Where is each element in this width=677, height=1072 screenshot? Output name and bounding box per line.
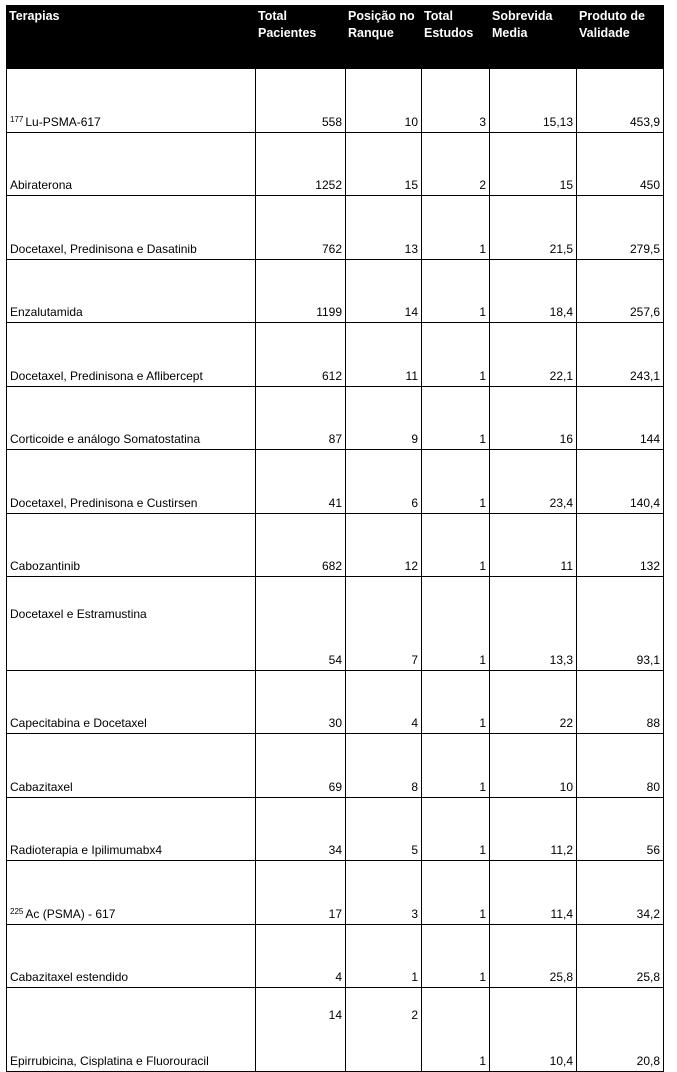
cell-validity: 34,2 xyxy=(577,861,664,925)
header-rank-line1: Posição no xyxy=(348,9,415,23)
cell-therapy: Abiraterona xyxy=(7,132,256,196)
table-row xyxy=(7,132,664,196)
cell-therapy: Cabazitaxel estendido xyxy=(7,924,256,988)
cell-rank: 4 xyxy=(346,670,422,734)
header-rank-line2: Ranque xyxy=(348,26,394,40)
cell-validity: 450 xyxy=(577,132,664,196)
cell-patients: 34 xyxy=(256,797,346,861)
table-row xyxy=(7,988,664,1072)
cell-rank: 11 xyxy=(346,323,422,387)
table-row xyxy=(7,196,664,260)
cell-patients: 41 xyxy=(256,450,346,514)
cell-rank: 9 xyxy=(346,386,422,450)
cell-survival: 16 xyxy=(490,386,577,450)
cell-studies: 3 xyxy=(422,69,490,133)
cell-patients: 1199 xyxy=(256,259,346,323)
cell-survival: 11,2 xyxy=(490,797,577,861)
therapy-ranking-table-container xyxy=(6,5,664,1072)
cell-therapy: Enzalutamida xyxy=(7,259,256,323)
cell-patients: 14 xyxy=(256,988,346,1072)
header-patients xyxy=(256,6,346,69)
header-therapy-label: Terapias xyxy=(9,9,60,23)
cell-rank: 3 xyxy=(346,861,422,925)
cell-patients: 682 xyxy=(256,513,346,577)
header-survival-line2: Media xyxy=(492,26,528,40)
cell-patients: 1252 xyxy=(256,132,346,196)
table-row xyxy=(7,797,664,861)
cell-patients: 54 xyxy=(256,577,346,671)
cell-rank: 13 xyxy=(346,196,422,260)
table-row xyxy=(7,259,664,323)
table-row xyxy=(7,861,664,925)
cell-studies: 1 xyxy=(422,386,490,450)
cell-survival: 22 xyxy=(490,670,577,734)
cell-patients: 30 xyxy=(256,670,346,734)
table-row xyxy=(7,577,664,671)
header-survival xyxy=(490,6,577,69)
header-patients-line1: Total xyxy=(258,9,287,23)
cell-therapy: Epirrubicina, Cisplatina e Fluorouracil xyxy=(7,988,256,1072)
cell-validity: 453,9 xyxy=(577,69,664,133)
cell-therapy: Capecitabina e Docetaxel xyxy=(7,670,256,734)
cell-rank: 15 xyxy=(346,132,422,196)
table-row xyxy=(7,450,664,514)
cell-therapy: Corticoide e análogo Somatostatina xyxy=(7,386,256,450)
cell-survival: 10,4 xyxy=(490,988,577,1072)
cell-rank: 5 xyxy=(346,797,422,861)
cell-studies: 1 xyxy=(422,259,490,323)
header-studies-line1: Total xyxy=(424,9,453,23)
cell-rank: 6 xyxy=(346,450,422,514)
table-header-row xyxy=(7,6,664,69)
cell-survival: 15,13 xyxy=(490,69,577,133)
cell-therapy: Radioterapia e Ipilimumabx4 xyxy=(7,797,256,861)
header-validity xyxy=(577,6,664,69)
header-validity-line1: Produto de xyxy=(579,9,645,23)
table-row xyxy=(7,323,664,387)
cell-patients: 4 xyxy=(256,924,346,988)
cell-survival: 13,3 xyxy=(490,577,577,671)
therapy-name: Lu-PSMA-617 xyxy=(25,114,101,129)
cell-survival: 25,8 xyxy=(490,924,577,988)
cell-survival: 21,5 xyxy=(490,196,577,260)
table-row xyxy=(7,670,664,734)
cell-validity: 20,8 xyxy=(577,988,664,1072)
isotope-superscript: 225 xyxy=(10,906,24,916)
cell-rank: 8 xyxy=(346,734,422,798)
cell-studies: 1 xyxy=(422,670,490,734)
cell-rank: 12 xyxy=(346,513,422,577)
table-row xyxy=(7,924,664,988)
therapy-ranking-table xyxy=(6,5,664,1072)
cell-therapy: Docetaxel, Predinisona e Aflibercept xyxy=(7,323,256,387)
cell-studies: 1 xyxy=(422,196,490,260)
therapy-name: Ac (PSMA) - 617 xyxy=(25,906,116,921)
cell-studies: 1 xyxy=(422,513,490,577)
cell-therapy: Cabozantinib xyxy=(7,513,256,577)
cell-validity: 279,5 xyxy=(577,196,664,260)
table-row xyxy=(7,386,664,450)
cell-patients: 69 xyxy=(256,734,346,798)
cell-rank: 1 xyxy=(346,924,422,988)
cell-survival: 11 xyxy=(490,513,577,577)
header-rank xyxy=(346,6,422,69)
header-studies xyxy=(422,6,490,69)
cell-studies: 1 xyxy=(422,450,490,514)
cell-validity: 132 xyxy=(577,513,664,577)
cell-survival: 18,4 xyxy=(490,259,577,323)
cell-therapy: Docetaxel e Estramustina xyxy=(7,577,256,671)
header-validity-line2: Validade xyxy=(579,26,630,40)
cell-therapy: Docetaxel, Predinisona e Dasatinib xyxy=(7,196,256,260)
cell-rank: 2 xyxy=(346,988,422,1072)
header-survival-line1: Sobrevida xyxy=(492,9,553,23)
cell-validity: 140,4 xyxy=(577,450,664,514)
cell-validity: 93,1 xyxy=(577,577,664,671)
cell-therapy: Cabazitaxel xyxy=(7,734,256,798)
table-row xyxy=(7,69,664,133)
table-row xyxy=(7,513,664,577)
cell-rank: 7 xyxy=(346,577,422,671)
cell-patients: 558 xyxy=(256,69,346,133)
header-therapy xyxy=(7,6,256,69)
cell-studies: 1 xyxy=(422,734,490,798)
cell-studies: 1 xyxy=(422,861,490,925)
cell-studies: 1 xyxy=(422,924,490,988)
cell-survival: 15 xyxy=(490,132,577,196)
cell-studies: 1 xyxy=(422,323,490,387)
cell-validity: 144 xyxy=(577,386,664,450)
table-row xyxy=(7,734,664,798)
cell-rank: 14 xyxy=(346,259,422,323)
cell-validity: 257,6 xyxy=(577,259,664,323)
cell-validity: 25,8 xyxy=(577,924,664,988)
cell-validity: 80 xyxy=(577,734,664,798)
cell-studies: 2 xyxy=(422,132,490,196)
cell-patients: 87 xyxy=(256,386,346,450)
cell-survival: 23,4 xyxy=(490,450,577,514)
cell-patients: 762 xyxy=(256,196,346,260)
cell-patients: 17 xyxy=(256,861,346,925)
cell-validity: 88 xyxy=(577,670,664,734)
cell-validity: 56 xyxy=(577,797,664,861)
cell-patients: 612 xyxy=(256,323,346,387)
cell-studies: 1 xyxy=(422,577,490,671)
header-patients-line2: Pacientes xyxy=(258,26,317,40)
cell-survival: 10 xyxy=(490,734,577,798)
cell-therapy xyxy=(7,861,256,925)
cell-survival: 22,1 xyxy=(490,323,577,387)
cell-studies: 1 xyxy=(422,797,490,861)
cell-validity: 243,1 xyxy=(577,323,664,387)
cell-therapy xyxy=(7,69,256,133)
cell-studies: 1 xyxy=(422,988,490,1072)
cell-rank: 10 xyxy=(346,69,422,133)
header-studies-line2: Estudos xyxy=(424,26,474,40)
isotope-superscript: 177 xyxy=(10,114,24,124)
cell-therapy: Docetaxel, Predinisona e Custirsen xyxy=(7,450,256,514)
cell-survival: 11,4 xyxy=(490,861,577,925)
